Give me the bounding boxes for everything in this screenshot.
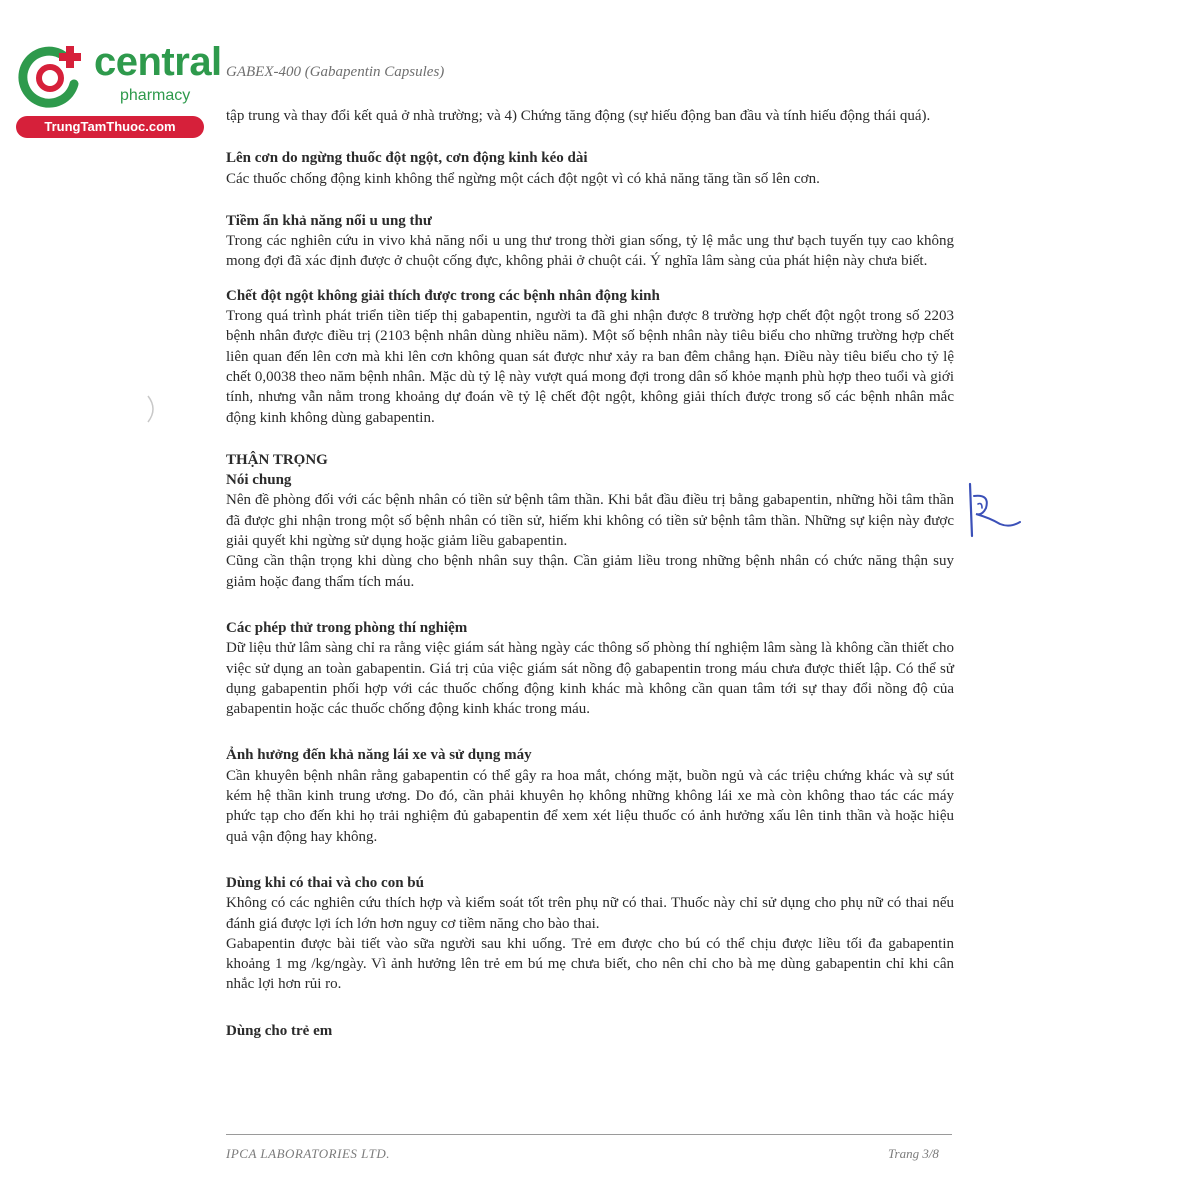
- driving-paragraph: Cần khuyên bệnh nhân rằng gabapentin có thể gây ra hoa mắt, chóng mặt, buồn ngủ và các triệu chứng khác và sự sút kém hệ thần kinh trung ương. Do đó, cần phải khuyên họ không những không lái xe mà còn không thao tác các máy phức tạp cho đến khi họ trải nghiệm đủ gabapentin để xem xét liệu thuốc có ảnh hưởng xấu lên tinh thần và hoặc hiệu quả vận động hay không.: [226, 767, 954, 845]
- footer-page-number: Trang 3/8: [888, 1146, 939, 1161]
- logo-subtitle: pharmacy: [120, 87, 191, 104]
- logo-wordmark: central: [94, 40, 222, 84]
- tumor-paragraph: Trong các nghiên cứu in vivo khả năng nổi u ung thư trong thời gian sống, tỷ lệ mắc ung thư bạch tuyến tụy cao không mong đợi đã xác định được ở chuột cống đực, không phải ở chuột cái. Ý nghĩa lâm sàng của phát hiện này chưa biết.: [226, 233, 954, 270]
- general-paragraph-1: Nên đề phòng đối với các bệnh nhân có tiền sử bệnh tâm thần. Khi bắt đầu điều trị bằng gabapentin, những hồi tâm thần đã được ghi nhận trong một số bệnh nhân có tiền sử, hiếm khi không có tiền sử bệnh tâm thần. Những sự kiện này được giải quyết khi ngừng sử dụng hoặc giảm liều gabapentin.: [226, 492, 954, 550]
- intro-paragraph: tập trung và thay đổi kết quả ở nhà trường; và 4) Chứng tăng động (sự hiếu động ban đầu và tính hiếu động thái quá).: [226, 108, 931, 124]
- pregnancy-heading: Dùng khi có thai và cho con bú: [226, 874, 424, 891]
- sudden-death-heading: Chết đột ngột không giải thích được trong các bệnh nhân động kinh: [226, 287, 660, 304]
- document-header: GABEX-400 (Gabapentin Capsules): [226, 64, 445, 80]
- pregnancy-paragraph-2: Gabapentin được bài tiết vào sữa người sau khi uống. Trẻ em được cho bú có thể chịu được liều tối đa gabapentin khoảng 1 mg /kg/ngày. Vì ảnh hưởng lên trẻ em bú mẹ chưa biết, cho nên chỉ cho bà mẹ dùng gabapentin chỉ khi cân nhắc lợi hơn rủi ro.: [226, 935, 954, 993]
- pharmacy-cross-logo-icon: [14, 40, 86, 112]
- brand-logo[interactable]: [8, 36, 222, 136]
- logo-website-badge: TrungTamThuoc.com: [16, 116, 204, 138]
- punch-hole-mark: [146, 394, 160, 424]
- footer-divider: [226, 1134, 952, 1135]
- withdrawal-heading: Lên cơn do ngừng thuốc đột ngột, cơn động kinh kéo dài: [226, 150, 588, 167]
- children-heading: Dùng cho trẻ em: [226, 1022, 333, 1039]
- general-heading: Nói chung: [226, 472, 292, 489]
- document-body: [226, 106, 954, 1041]
- sudden-death-paragraph: Trong quá trình phát triển tiền tiếp thị gabapentin, người ta đã ghi nhận được 8 trường hợp chết đột ngột trong số 2203 bệnh nhân được điều trị (2103 bệnh nhân dùng nhiều năm). Một số bệnh nhân này tiêu biểu cho những trường hợp chết liên quan đến lên cơn mà khi lên cơn không quan sát được như xảy ra ban đêm chẳng hạn. Điều này tiêu biểu cho tỷ lệ chết 0,0038 theo năm bệnh nhân. Mặc dù tỷ lệ này vượt quá mong đợi trong dân số khỏe mạnh phù hợp theo tuổi và giới tính, nhưng vẫn nằm trong khoảng dự đoán về tỷ lệ chết đột ngột, không giải thích được trong số các bệnh nhân mắc động kinh không dùng gabapentin.: [226, 308, 954, 426]
- tumor-heading: Tiềm ẩn khả năng nổi u ung thư: [226, 212, 432, 229]
- driving-heading: Ảnh hưởng đến khả năng lái xe và sử dụng máy: [226, 747, 532, 764]
- precautions-title: THẬN TRỌNG: [226, 451, 328, 468]
- pregnancy-paragraph-1: Không có các nghiên cứu thích hợp và kiểm soát tốt trên phụ nữ có thai. Thuốc này chỉ sử dụng cho phụ nữ có thai nếu đánh giá được lợi ích lớn hơn nguy cơ tiềm năng cho bào thai.: [226, 895, 954, 932]
- lab-tests-heading: Các phép thử trong phòng thí nghiệm: [226, 619, 468, 636]
- footer-company: IPCA LABORATORIES LTD.: [226, 1146, 390, 1161]
- handwritten-signature-icon: [960, 478, 1024, 540]
- withdrawal-paragraph: Các thuốc chống động kinh không thể ngừng một cách đột ngột vì có khả năng tăng tần số lên cơn.: [226, 170, 820, 187]
- lab-tests-paragraph: Dữ liệu thử lâm sàng chỉ ra rằng việc giám sát hàng ngày các thông số phòng thí nghiệm lâm sàng là không cần thiết cho việc sử dụng an toàn gabapentin. Giá trị của việc giám sát nồng độ gabapentin trong máu chưa được thiết lập. Có thể sử dụng gabapentin phối hợp với các thuốc chống động kinh khác mà không cần quan tâm tới sự thay đổi nồng độ của gabapentin hoặc các thuốc chống động kinh khác trong máu.: [226, 640, 954, 718]
- general-paragraph-2: Cũng cần thận trọng khi dùng cho bệnh nhân suy thận. Cần giảm liều trong những bệnh nhân có chức năng thận suy giảm hoặc đang thẩm tích máu.: [226, 553, 954, 590]
